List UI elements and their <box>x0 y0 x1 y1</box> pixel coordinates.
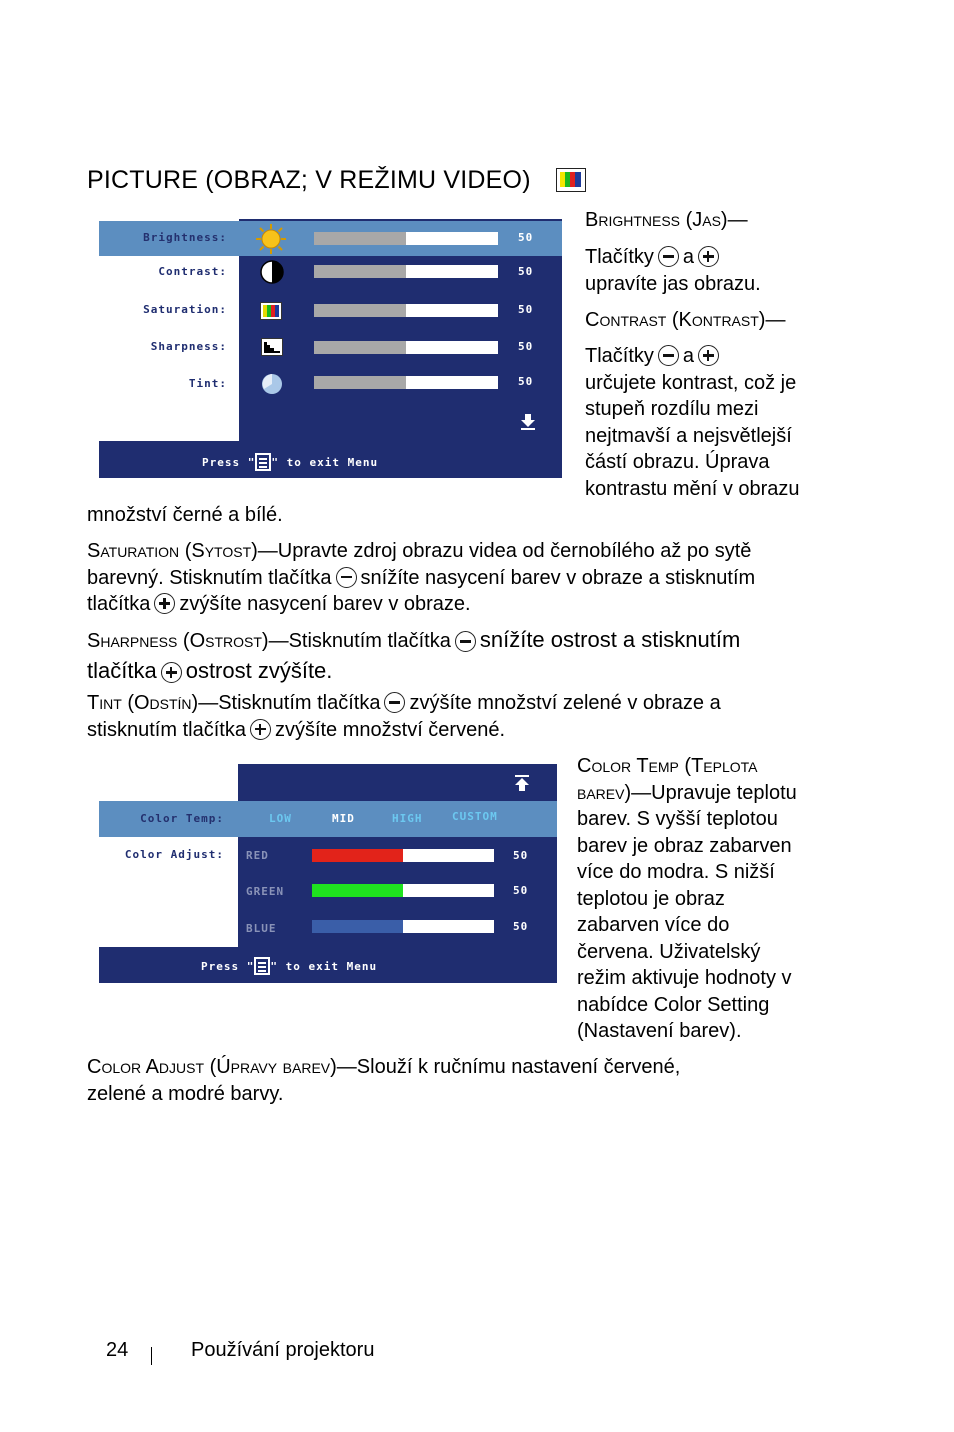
osd-label-tint: Tint: <box>188 377 227 390</box>
sharpness-icon <box>261 338 283 356</box>
page-number: 24 <box>106 1339 129 1361</box>
sun-icon <box>255 223 287 255</box>
temp-option-custom[interactable]: CUSTOM <box>452 810 498 823</box>
contrast-desc-tail: množství černé a bílé. <box>87 504 283 526</box>
osd-label-contrast: Contrast: <box>158 265 227 278</box>
scroll-down-icon[interactable] <box>519 413 537 431</box>
channel-label-red: RED <box>246 849 269 862</box>
footer-divider <box>151 1347 152 1365</box>
saturation-slider[interactable] <box>314 304 498 317</box>
blue-value: 50 <box>513 920 529 933</box>
osd-label-brightness: Brightness: <box>143 231 227 244</box>
menu-button-icon <box>254 957 270 975</box>
osd-exit-text: to exit Menu <box>286 456 379 469</box>
saturation-icon <box>260 302 282 320</box>
osd-press-text: Press <box>201 960 240 973</box>
contrast-value: 50 <box>518 265 534 278</box>
osd-label-sharpness: Sharpness: <box>150 340 227 353</box>
channel-label-blue: BLUE <box>246 922 277 935</box>
plus-button-icon <box>250 719 271 740</box>
osd-label-color-temp: Color Temp: <box>140 812 224 825</box>
blue-slider[interactable] <box>312 920 494 933</box>
red-slider[interactable] <box>312 849 494 862</box>
coloradjust-paragraph: Color Adjust (Úpravy barev)—Slouží k ručnímu nastavení červené, zelené a modré barvy. <box>87 1056 681 1105</box>
minus-button-icon <box>336 567 357 588</box>
osd-label-color-adjust: Color Adjust: <box>124 848 224 861</box>
sharpness-slider[interactable] <box>314 341 498 354</box>
temp-option-low[interactable]: LOW <box>269 812 292 825</box>
sharpness-value: 50 <box>518 340 534 353</box>
plus-button-icon <box>698 246 719 267</box>
color-osd-menu: Color Temp: LOW MID HIGH CUSTOM Color Adjust: RED GREEN BLUE 50 50 50 Press " " to exit Menu <box>99 764 557 983</box>
scroll-up-icon[interactable] <box>513 774 531 792</box>
saturation-value: 50 <box>518 303 534 316</box>
tint-value: 50 <box>518 375 534 388</box>
brightness-desc: Tlačítky a upravíte jas obrazu. <box>585 246 761 295</box>
minus-button-icon <box>384 692 405 713</box>
brightness-slider[interactable] <box>314 232 498 245</box>
contrast-desc: Tlačítky a určujete kontrast, což je stupeň rozdílu mezi nejtmavší a nejsvětlejší částí obrazu. Úprava kontrastu mění v obrazu <box>585 345 800 500</box>
minus-button-icon <box>658 246 679 267</box>
section-heading: PICTURE (OBRAZ; V REŽIMU VIDEO) <box>87 166 531 194</box>
red-value: 50 <box>513 849 529 862</box>
picture-osd-menu: Brightness: Contrast: Saturation: Sharpness: Tint: 50 50 50 50 50 Press " " to exit Menu <box>99 219 562 478</box>
osd-exit-text: to exit Menu <box>285 960 378 973</box>
plus-button-icon <box>161 662 182 683</box>
plus-button-icon <box>154 593 175 614</box>
osd-press-text: Press <box>202 456 241 469</box>
brightness-term: Brightness (Jas)— <box>585 209 748 231</box>
tint-icon <box>260 372 284 396</box>
contrast-term: Contrast (Kontrast)— <box>585 309 786 331</box>
green-value: 50 <box>513 884 529 897</box>
saturation-paragraph: Saturation (Sytost)—Upravte zdroj obrazu videa od černobílého až po sytě barevný. Stisknutím tlačítka snížíte nasycení barev v obraze a stisknutím tlačítka zvýšíte nasycení barev v obraze. <box>87 540 756 615</box>
footer-section-title: Používání projektoru <box>191 1339 375 1361</box>
tint-paragraph: Tint (Odstín)—Stisknutím tlačítka zvýšíte množství zelené v obraze a stisknutím tlačítka zvýšíte množství červené. <box>87 692 721 741</box>
channel-label-green: GREEN <box>246 885 285 898</box>
temp-option-mid[interactable]: MID <box>332 812 355 825</box>
brightness-value: 50 <box>518 231 534 244</box>
colortemp-paragraph: Color Temp (Teplota barev)—Upravuje teplotu barev. S vyšší teplotou barev je obraz zabarven více do modra. S nižší teplotou je obraz zabarven více do červena. Uživatelský režim aktivuje hodnoty v nabídce Color Setting (Nastavení barev). <box>577 755 797 1042</box>
green-slider[interactable] <box>312 884 494 897</box>
plus-button-icon <box>698 345 719 366</box>
minus-button-icon <box>658 345 679 366</box>
sharpness-paragraph: Sharpness (Ostrost)—Stisknutím tlačítka snížíte ostrost a stisknutím tlačítka ostrost zvýšíte. <box>87 627 741 683</box>
osd-label-saturation: Saturation: <box>143 303 227 316</box>
menu-button-icon <box>255 453 271 471</box>
contrast-slider[interactable] <box>314 265 498 278</box>
contrast-icon <box>259 259 285 285</box>
tint-slider[interactable] <box>314 376 498 389</box>
minus-button-icon <box>455 631 476 652</box>
temp-option-high[interactable]: HIGH <box>392 812 423 825</box>
picture-icon <box>556 168 586 192</box>
